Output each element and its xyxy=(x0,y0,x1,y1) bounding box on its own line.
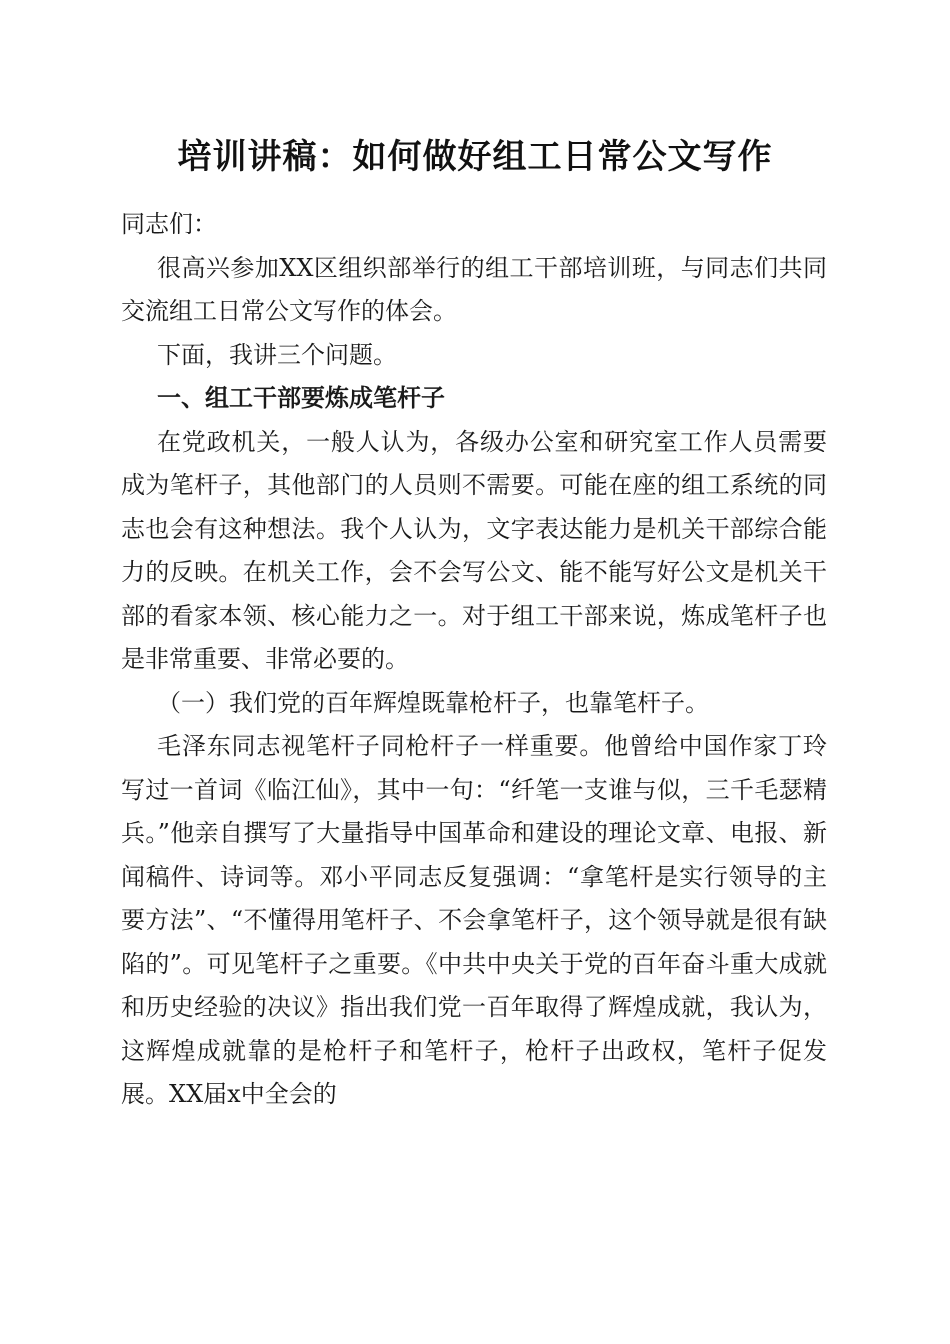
intro-paragraph: 很高兴参加XX区组织部举行的组工干部培训班，与同志们共同交流组工日常公文写作的体会。 xyxy=(121,253,827,325)
subsection-1-paragraph: 毛泽东同志视笔杆子同枪杆子一样重要。他曾给中国作家丁玲写过一首词《临江仙》，其中一句：“纤笔一支谁与似，三千毛瑟精兵。”他亲自撰写了大量指导中国革命和建设的理论文章、电报、新闻稿件、诗词等。邓小平同志反复强调：“拿笔杆是实行领导的主要方法”、“不懂得用笔杆子、不会拿笔杆子，这个领导就是很有缺陷的”。可见笔杆子之重要。《中共中央关于党的百年奋斗重大成就和历史经验的决议》指出我们党一百年取得了辉煌成就，我认为，这辉煌成就靠的是枪杆子和笔杆子，枪杆子出政权，笔杆子促发展。XX届x中全会的 xyxy=(121,732,827,1108)
document-title: 培训讲稿：如何做好组工日常公文写作 xyxy=(177,137,773,177)
salutation: 同志们： xyxy=(121,210,217,238)
document-body xyxy=(121,203,827,1117)
subsection-heading-1: （一）我们党的百年辉煌既靠枪杆子，也靠笔杆子。 xyxy=(157,688,709,717)
section-heading-1: 一、组工干部要炼成笔杆子 xyxy=(157,384,445,412)
section-1-paragraph: 在党政机关，一般人认为，各级办公室和研究室工作人员需要成为笔杆子，其他部门的人员则不需要。可能在座的组工系统的同志也会有这种想法。我个人认为，文字表达能力是机关干部综合能力的反映。在机关工作，会不会写公文、能不能写好公文是机关干部的看家本领、核心能力之一。对于组工干部来说，炼成笔杆子也是非常重要、非常必要的。 xyxy=(121,427,827,673)
outline-paragraph: 下面，我讲三个问题。 xyxy=(157,340,397,369)
